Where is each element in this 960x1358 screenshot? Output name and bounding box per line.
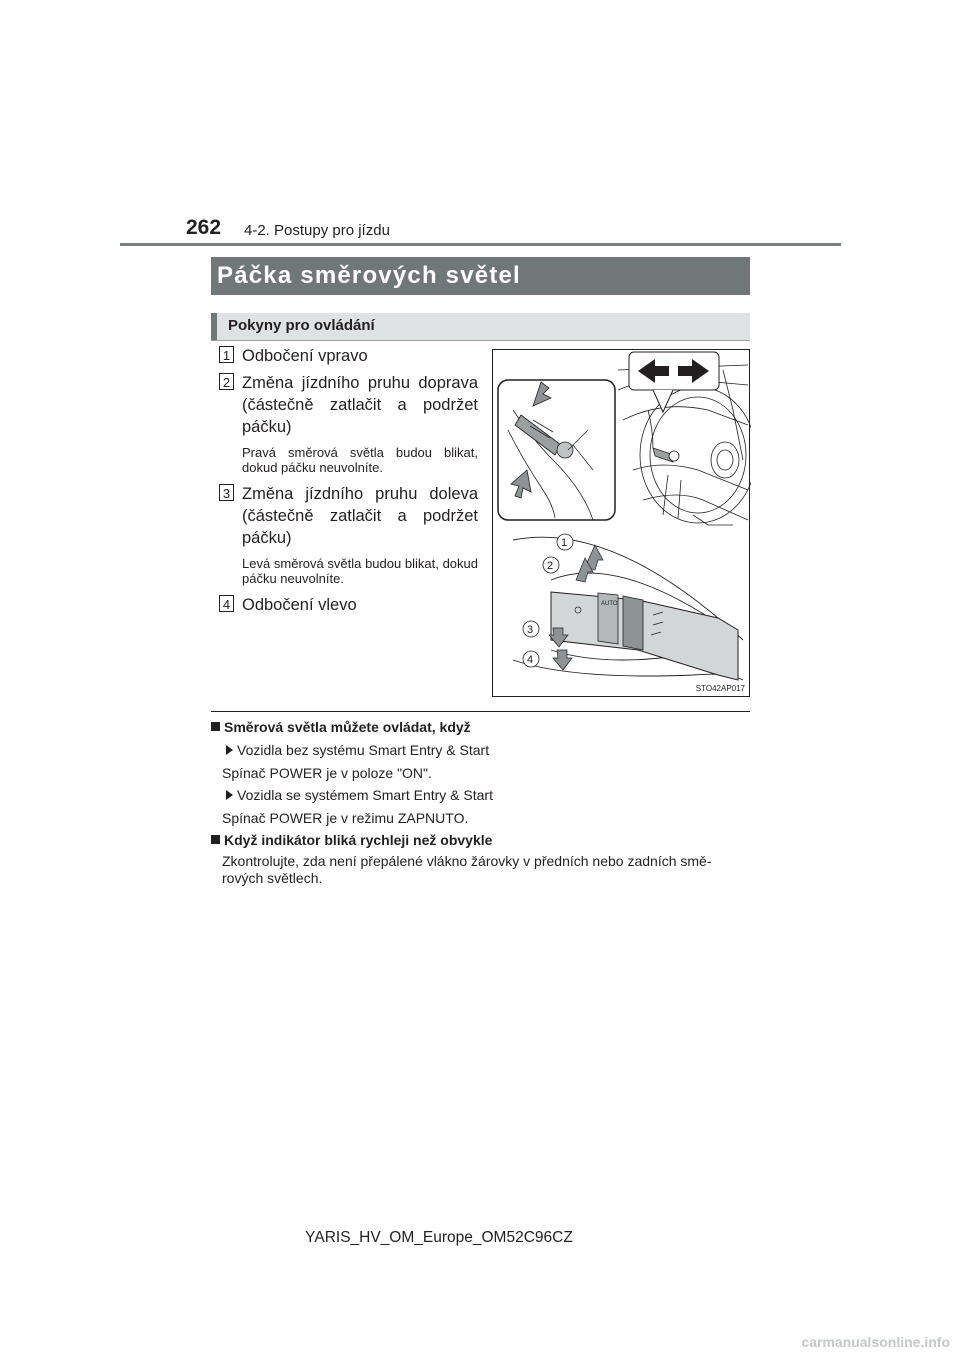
stalk-small — [648, 410, 679, 462]
note-line — [222, 787, 493, 803]
callout-2-label: 2 — [547, 560, 554, 572]
instruction-number: 1 — [219, 346, 234, 363]
note-line-text: Vozidla bez systému Smart Entry & Start — [237, 742, 490, 758]
note-line-text: Spínač POWER je v poloze "ON". — [222, 765, 432, 781]
note-heading-text: Když indikátor bliká rychleji než obvykle — [224, 832, 493, 848]
zoom-inset — [498, 380, 615, 520]
square-bullet-icon — [211, 835, 220, 844]
note-heading-1 — [211, 719, 471, 735]
instruction-number: 2 — [219, 373, 234, 390]
note-line-text: Spínač POWER je v režimu ZAPNUTO. — [222, 810, 469, 826]
note-line — [222, 742, 489, 758]
instruction-text: Změna jízdního pruhu doleva (částečně zatlačit a podržet páčku) — [242, 485, 478, 547]
instruction-number: 4 — [219, 595, 234, 612]
figure-code: STO42AP017 — [695, 684, 745, 693]
triangle-bullet-icon — [226, 745, 233, 755]
instruction-2 — [219, 372, 478, 475]
note-heading-2 — [211, 832, 492, 848]
callout-1-label: 1 — [561, 537, 568, 549]
note-line-text: Vozidla se systémem Smart Entry & Start — [237, 787, 493, 803]
triangle-bullet-icon — [226, 790, 233, 800]
subheader-rule — [211, 340, 750, 341]
note-paragraph — [222, 853, 750, 887]
note-line — [222, 765, 432, 781]
footer — [0, 1229, 960, 1247]
footer-text: YARIS_HV_OM_Europe_OM52C96CZ — [305, 1229, 573, 1246]
callout-4-label: 4 — [527, 654, 534, 666]
lever-drawing — [493, 350, 751, 698]
auto-label: AUTO — [601, 601, 618, 607]
body-rule — [211, 711, 750, 712]
callout-3-label: 3 — [527, 624, 534, 636]
square-bullet-icon — [211, 722, 220, 731]
instruction-text: Odbočení vpravo — [242, 347, 368, 365]
instruction-note: Pravá směrová světla budou blikat, dokud páčku neuvolníte. — [242, 445, 478, 475]
lever-illustration — [492, 349, 750, 697]
instruction-number: 3 — [219, 484, 234, 501]
section-label: 4-2. Postupy pro jízdu — [244, 222, 390, 239]
page-title: Páčka směrových světel — [211, 257, 750, 295]
direction-arrows-icon — [629, 352, 719, 412]
stalk-body — [551, 592, 738, 680]
instruction-note: Levá směrová světla budou blikat, dokud páčku neuvolníte. — [242, 556, 478, 586]
note-paragraph-line: rových světlech. — [222, 870, 323, 886]
instruction-text: Odbočení vlevo — [242, 596, 357, 614]
page-number: 262 — [186, 216, 222, 239]
note-heading-text: Směrová světla můžete ovládat, když — [224, 719, 471, 735]
subheader: Pokyny pro ovládání — [211, 313, 750, 340]
watermark: carmanualsonline.info — [801, 1334, 950, 1350]
header-rule — [120, 243, 841, 246]
instruction-3 — [219, 483, 478, 586]
note-paragraph-line: Zkontrolujte, zda není přepálené vlákno žárovky v předních nebo zadních smě- — [222, 853, 712, 869]
instruction-1 — [219, 345, 478, 367]
instruction-4 — [219, 594, 478, 616]
note-line — [222, 810, 468, 826]
instruction-text: Změna jízdního pruhu doprava (částečně zatlačit a podržet páčku) — [242, 374, 478, 436]
